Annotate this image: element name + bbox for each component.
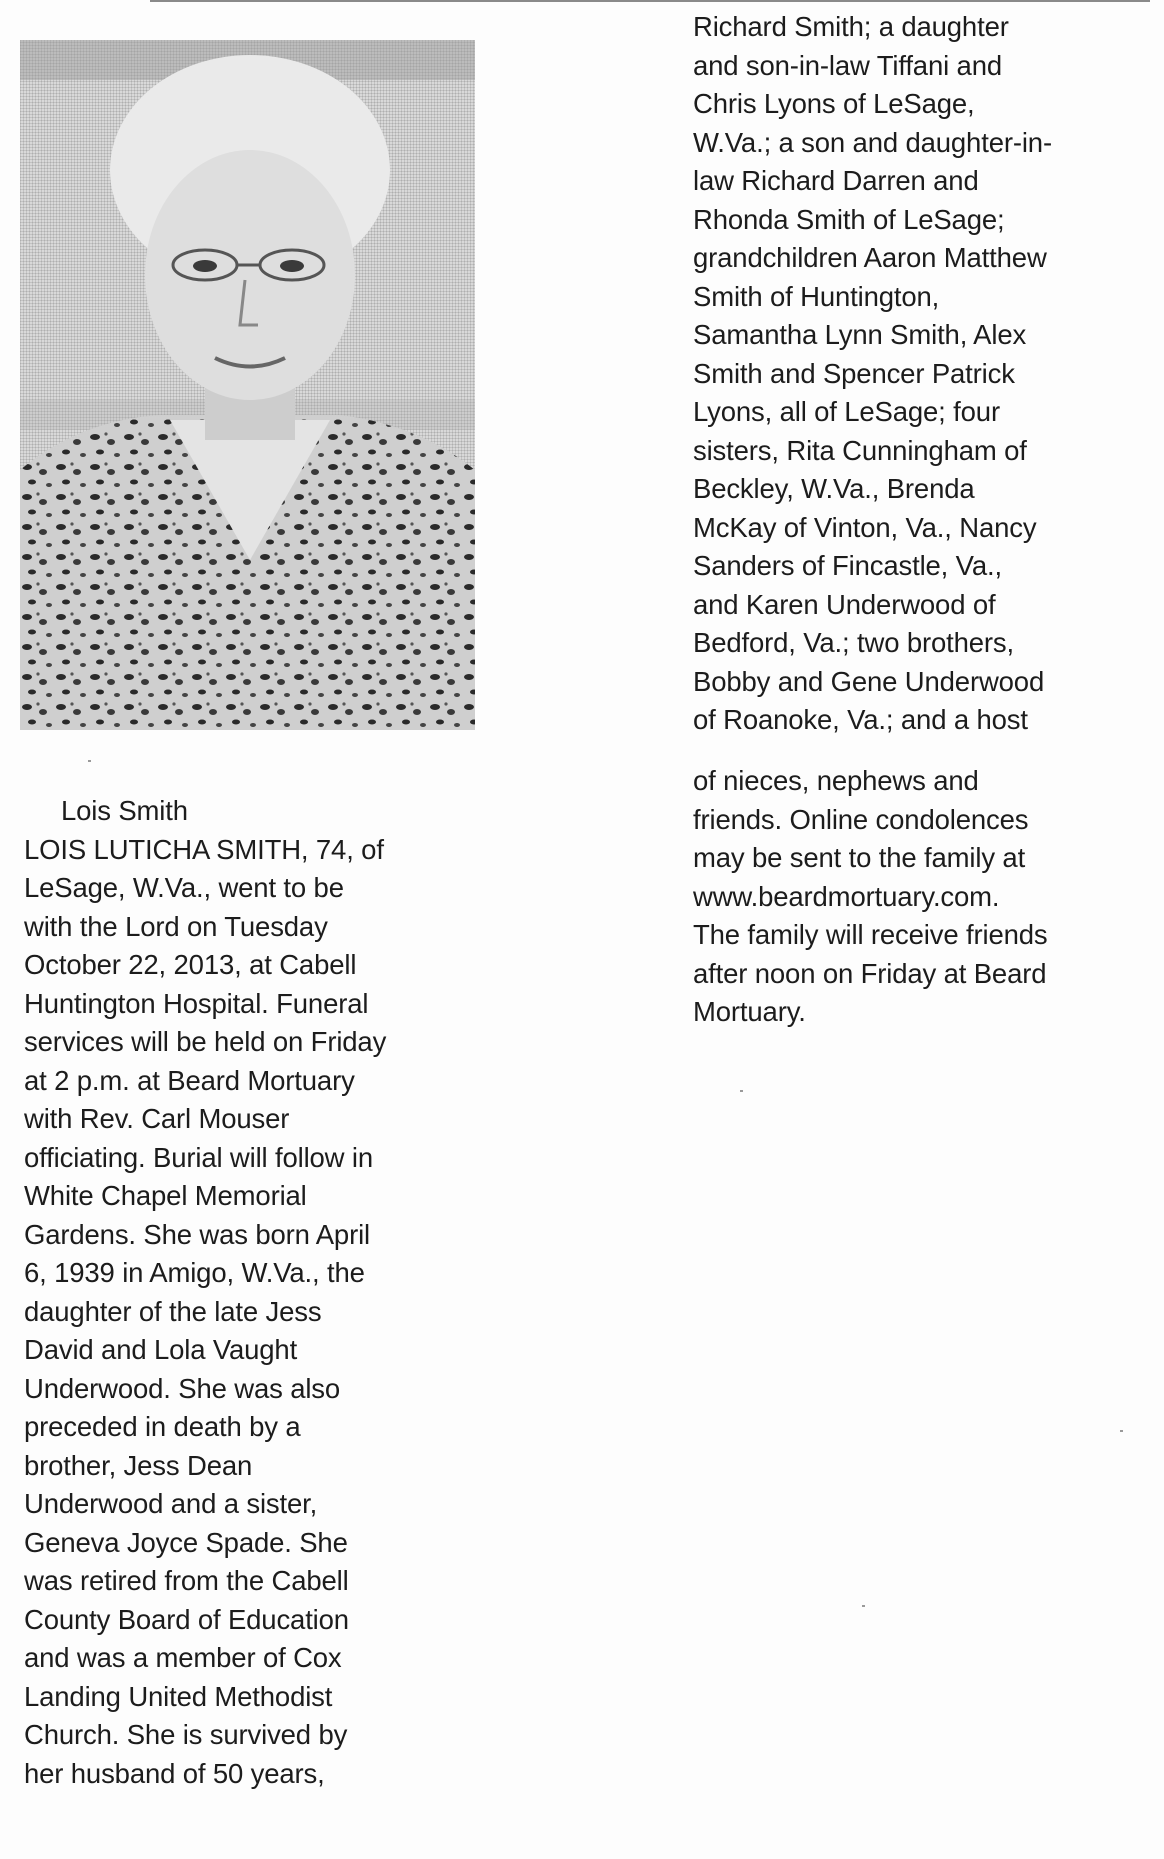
portrait-photo (20, 40, 475, 730)
scan-speck (740, 1090, 743, 1092)
scan-speck (1120, 1430, 1123, 1432)
top-rule (150, 0, 1150, 2)
obituary-title: Lois Smith (61, 795, 188, 826)
scan-speck (862, 1605, 865, 1607)
portrait-illustration (20, 40, 475, 730)
obituary-right-column-top: Richard Smith; a daughter and son-in-law Tiffani and Chris Lyons of LeSage, W.Va.; a son and daughter-in- law Richard Darren and Rhonda Smith of LeSage; grandchildren Aaron Matthew Smith of Huntington, Samantha Lynn Smith, Alex Smith and Spencer Patrick Lyons, all of LeSage; four sisters, Rita Cunningham of Beckley, W.Va., Brenda McKay of Vinton, Va., Nancy Sanders of Fincastle, Va., and Karen Underwood of Bedford, Va.; two brothers, Bobby and Gene Underwood of Roanoke, Va.; and a host (693, 11, 1052, 735)
obituary-right-column-bottom: of nieces, nephews and friends. Online condolences may be sent to the family at www.beardmortuary.com. The family will receive friends after noon on Friday at Beard Mortuary. (693, 765, 1048, 1027)
obituary-left-text: LOIS LUTICHA SMITH, 74, of LeSage, W.Va., went to be with the Lord on Tuesday October 22, 2013, at Cabell Huntington Hospital. Funeral services will be held on Friday at 2 p.m. at Beard Mortuary with Rev. Carl Mouser officiating. Burial will follow in White Chapel Memorial Gardens. She was born April 6, 1939 in Amigo, W.Va., the daughter of the late Jess David and Lola Vaught Underwood. She was also preceded in death by a brother, Jess Dean Underwood and a sister, Geneva Joyce Spade. She was retired from the Cabell County Board of Education and was a member of Cox Landing United Methodist Church. She is survived by her husband of 50 years, (24, 833, 387, 1789)
obituary-left-column (24, 792, 494, 1793)
scan-speck (88, 760, 91, 762)
